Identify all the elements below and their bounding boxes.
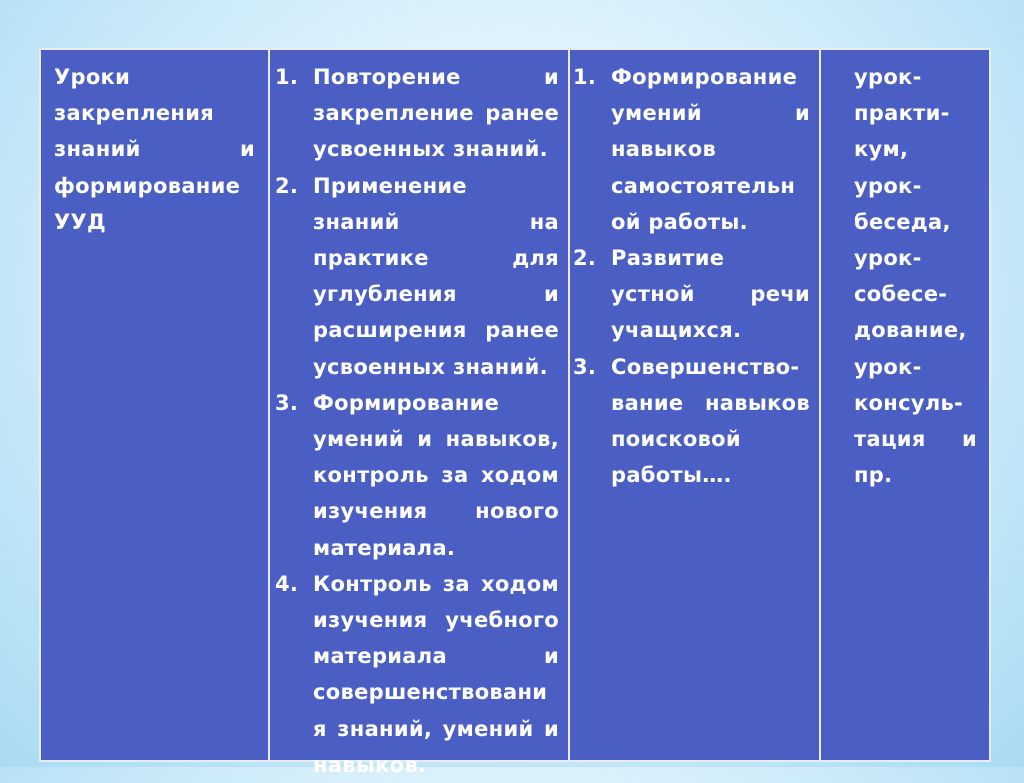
- item-number: 3.: [573, 354, 597, 379]
- lesson-type-cell: [41, 50, 269, 760]
- item-text: Формирование умений и навыков, контроль за ходом изучения нового материала.: [313, 390, 559, 560]
- lesson-forms-cell: [820, 50, 989, 760]
- list-item: [573, 349, 810, 494]
- goals-cell: [269, 50, 569, 777]
- item-text: Применение знаний на практике для углубления и расширения ранее усвоенных знаний.: [313, 173, 559, 379]
- skills-cell: [569, 50, 820, 760]
- skills-list: [573, 59, 810, 493]
- list-item: [275, 59, 559, 168]
- list-item: [573, 59, 810, 240]
- item-number: 3.: [275, 390, 299, 415]
- item-text: Формирование умений и навыков самостоятельн ой работы.: [611, 65, 810, 234]
- lesson-type-text: Уроки закрепления знаний и формирование УУД: [54, 65, 255, 234]
- item-number: 1.: [573, 65, 597, 89]
- lesson-forms-text: урок-практи-кум, урок-беседа, урок-собесе-дование, урок-консуль-тация и пр.: [854, 65, 977, 488]
- item-number: 2.: [573, 246, 597, 271]
- list-item: [275, 566, 559, 783]
- list-item: [275, 385, 559, 566]
- item-text: Контроль за ходом изучения учебного материала и совершенствовани я знаний, умений и навыков.: [313, 571, 559, 777]
- item-text: Совершенство-вание навыков поисковой работы….: [611, 354, 810, 488]
- item-number: 2.: [275, 173, 299, 198]
- goals-list: [275, 59, 559, 783]
- list-item: [275, 168, 559, 385]
- list-item: [573, 240, 810, 349]
- item-number: 4.: [275, 571, 299, 596]
- lesson-types-table: [39, 48, 991, 777]
- item-text: Развитие устной речи учащихся.: [611, 246, 810, 343]
- item-text: Повторение и закрепление ранее усвоенных знаний.: [313, 65, 559, 162]
- item-number: 1.: [275, 65, 299, 89]
